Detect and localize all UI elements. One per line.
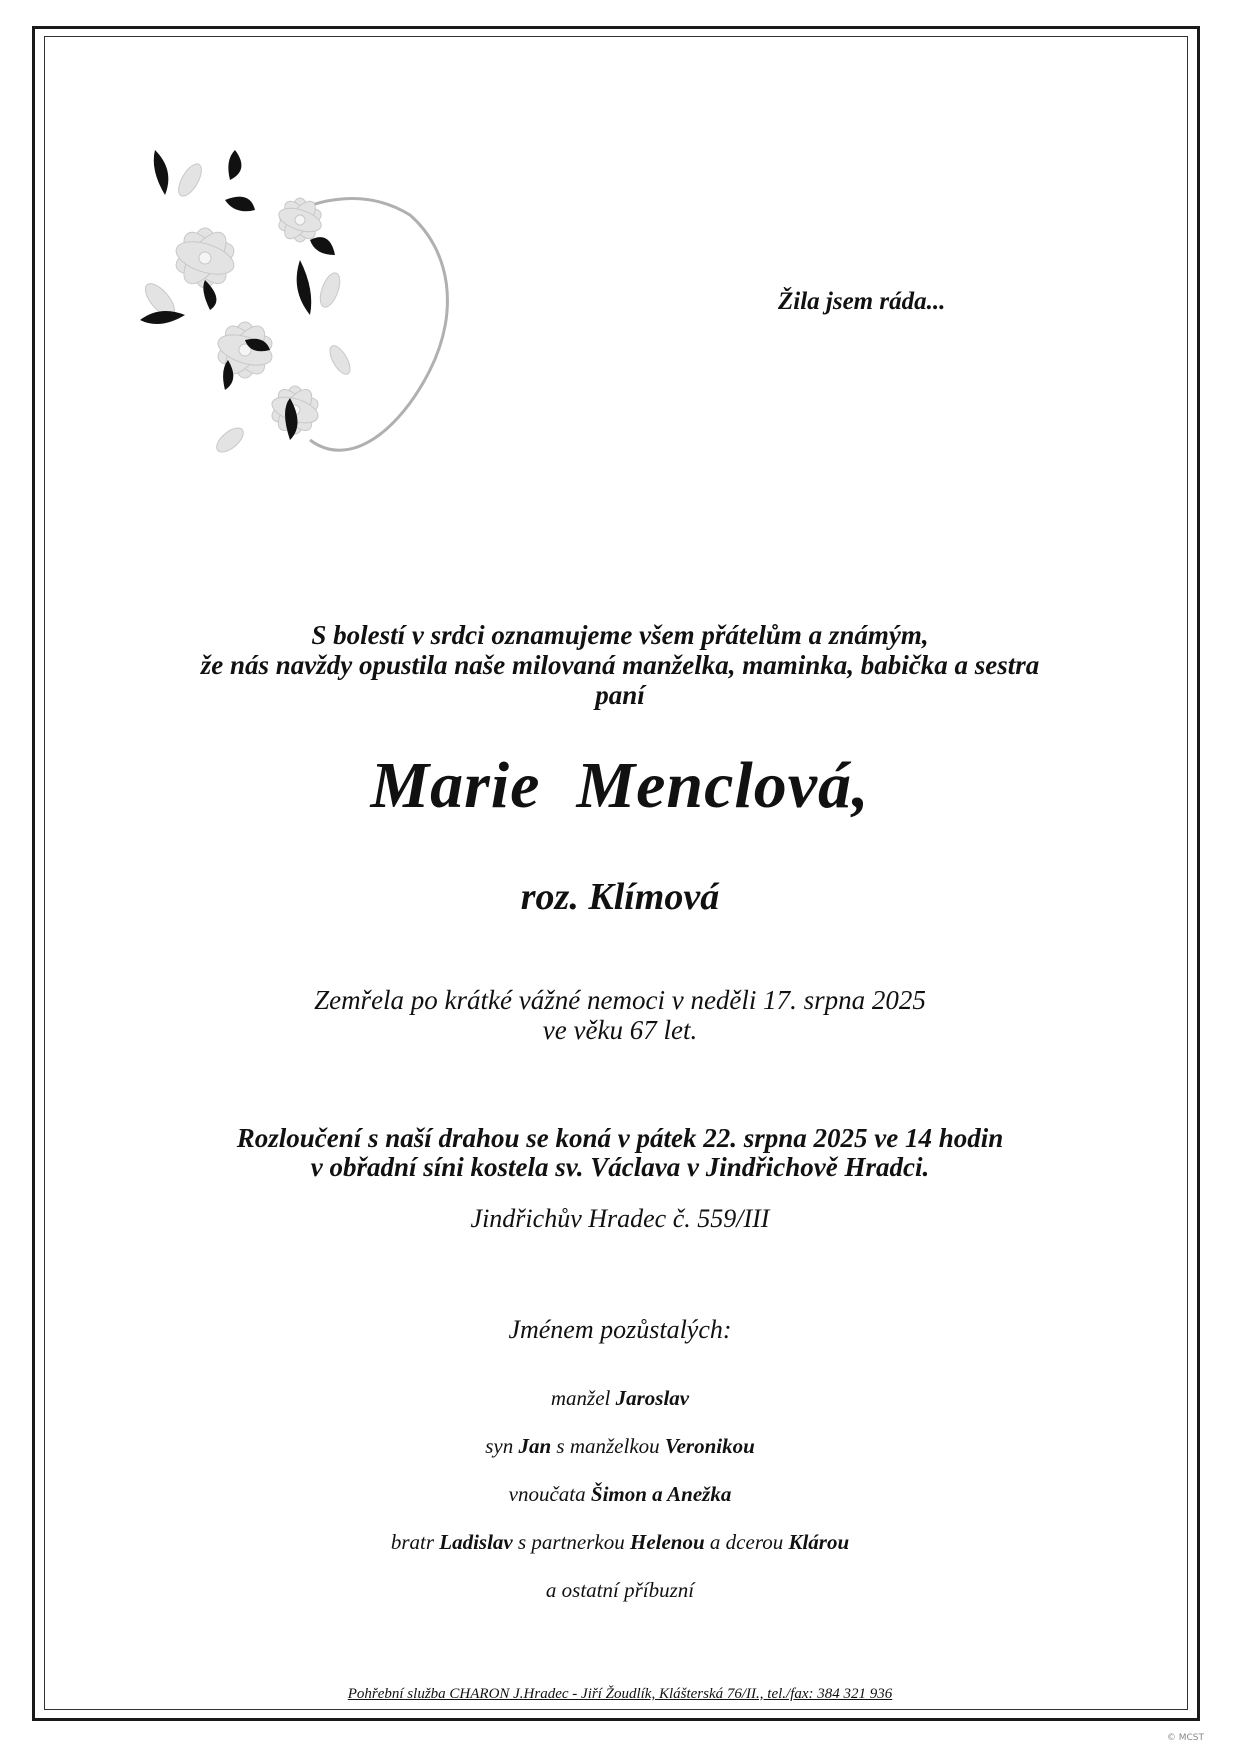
relative-name: Jan: [518, 1434, 552, 1458]
relative-name: Helenou: [630, 1530, 705, 1554]
behalf-heading: Jménem pozůstalých:: [508, 1315, 732, 1344]
deceased-name: [80, 748, 1160, 824]
last-name: Menclová,: [576, 749, 870, 822]
relation-text: manžel: [550, 1386, 616, 1410]
intro-line: paní: [595, 680, 645, 710]
funeral-service-footer: Pohřební služba CHARON J.Hradec - Jiří Žoudlík, Klášterská 76/II., tel./fax: 384 321 936: [347, 1686, 893, 1702]
floral-heart-icon: [130, 140, 490, 510]
corner-mark: © MCST: [1166, 1733, 1204, 1743]
relative-name: Klárou: [788, 1530, 850, 1554]
death-line: Zemřela po krátké vážné nemoci v neděli 17. srpna 2025: [314, 985, 926, 1015]
relative-name: Jaroslav: [615, 1386, 690, 1410]
death-line: ve věku 67 let.: [542, 1015, 698, 1045]
announcement-intro: [80, 620, 1160, 710]
intro-line: že nás navždy opustila naše milovaná manželka, maminka, babička a sestra: [200, 650, 1040, 680]
relation-text: a dcerou: [704, 1530, 789, 1554]
farewell-line: v obřadní síni kostela sv. Václava v Jindřichově Hradci.: [310, 1152, 930, 1182]
list-item: [80, 1522, 1160, 1570]
farewell-line: Rozloučení s naší drahou se koná v pátek 22. srpna 2025 ve 14 hodin: [236, 1123, 1004, 1153]
relative-name: Ladislav: [439, 1530, 513, 1554]
relation-text: bratr: [390, 1530, 440, 1554]
list-item: [80, 1474, 1160, 1522]
relative-name: Šimon a Anežka: [590, 1482, 732, 1506]
motto: Žila jsem ráda...: [778, 288, 946, 315]
death-notice: [80, 985, 1160, 1045]
list-item: [80, 1426, 1160, 1474]
relation-text: a ostatní příbuzní: [545, 1578, 695, 1602]
relative-name: Veronikou: [664, 1434, 755, 1458]
farewell-notice: [80, 1124, 1160, 1182]
relation-text: s manželkou: [551, 1434, 665, 1458]
relatives-list: [80, 1378, 1160, 1618]
intro-line: S bolestí v srdci oznamujeme všem přátelům a známým,: [311, 620, 929, 650]
first-name: Marie: [370, 749, 541, 822]
relation-text: vnoučata: [508, 1482, 591, 1506]
relation-text: syn: [485, 1434, 519, 1458]
list-item: [80, 1378, 1160, 1426]
maiden-name: roz. Klímová: [520, 876, 720, 918]
relation-text: s partnerkou: [512, 1530, 630, 1554]
list-item: [80, 1570, 1160, 1618]
address: Jindřichův Hradec č. 559/III: [470, 1204, 770, 1233]
